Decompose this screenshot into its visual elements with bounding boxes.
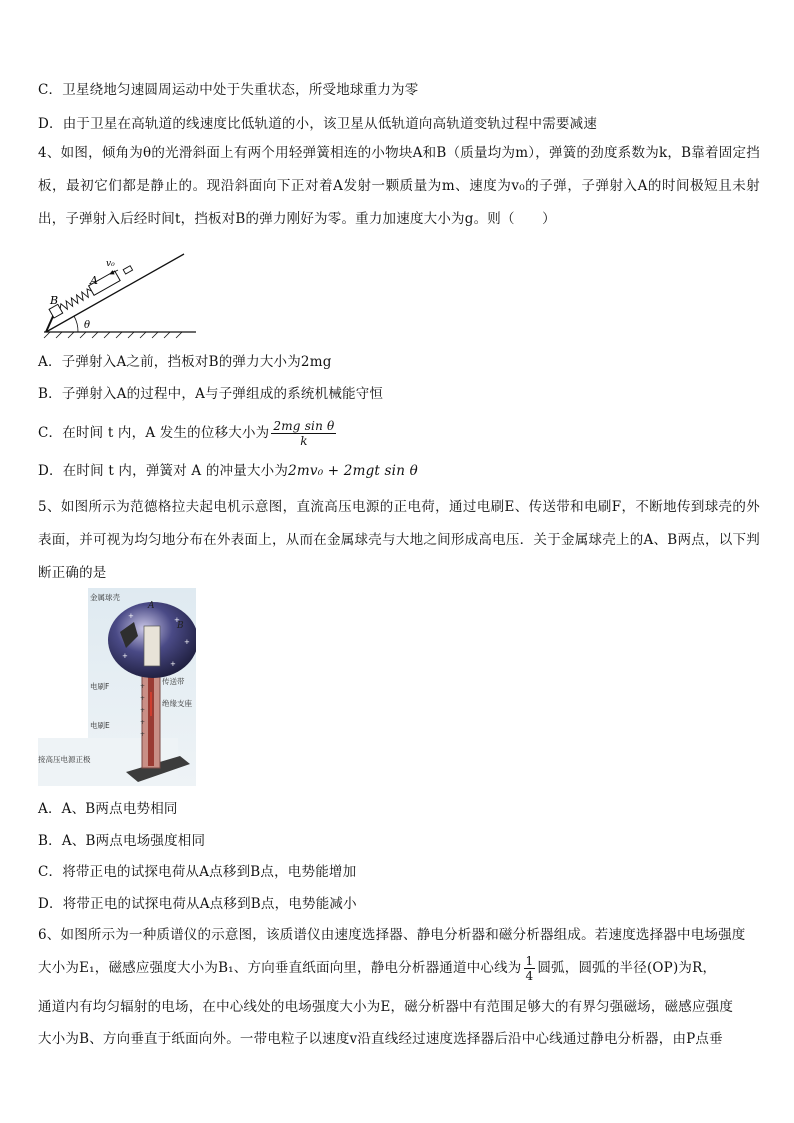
q6-line-4: 大小为B、方向垂直于纸面向外。一带电粒子以速度v沿直线经过速度选择器后沿中心线通过静电分析器，由P点垂	[38, 1031, 723, 1047]
q4-incline-figure	[40, 248, 200, 340]
q6-line-2	[38, 954, 716, 983]
q4-option-a: A．子弹射入A之前，挡板对B的弹力大小为2mg	[38, 354, 332, 370]
q4-stem	[38, 137, 760, 236]
q5-point-a-label: A	[148, 601, 155, 611]
q5-option-d: D．将带正电的试探电荷从A点移到B点，电势能减小	[38, 896, 357, 912]
svg-text:+: +	[140, 707, 146, 714]
q4-option-b: B．子弹射入A的过程中，A与子弹组成的系统机械能守恒	[38, 386, 384, 402]
q4-option-c-fraction	[271, 419, 336, 448]
q4-option-d	[38, 462, 418, 480]
q6-line-2-b: 圆弧，圆弧的半径(OP)为R，	[537, 960, 717, 976]
q4-theta-label: θ	[84, 320, 91, 331]
svg-text:+: +	[140, 695, 146, 702]
svg-text:+: +	[128, 612, 134, 620]
q4-option-d-expression: 2mv₀ + 2mgt sin θ	[288, 463, 418, 479]
q3-option-d: D．由于卫星在高轨道的线速度比低轨道的小，该卫星从低轨道向高轨道变轨过程中需要减速	[38, 116, 598, 132]
q5-option-c: C．将带正电的试探电荷从A点移到B点，电势能增加	[38, 864, 357, 880]
q4-b-label: B	[50, 294, 59, 307]
q6-line-1: 6、如图所示为一种质谱仪的示意图，该质谱仪由速度选择器、静电分析器和磁分析器组成。若速度选择器中电场强度	[38, 927, 746, 943]
svg-text:+: +	[140, 719, 146, 726]
svg-text:+: +	[184, 638, 190, 646]
q5-brush-e-label: 电刷E	[90, 721, 110, 730]
q4-v0-label: v₀	[106, 259, 115, 269]
q5-option-a: A．A、B两点电势相同	[38, 801, 178, 817]
q4-stem-text: 4、如图，倾角为θ的光滑斜面上有两个用轻弹簧相连的小物块A和B（质量均为m），弹簧的劲度系数为k，B靠着固定挡板，最初它们都是静止的。现沿斜面向下正对着A发射一颗质量为m、速度为v₀的子弹，子弹射入A的时间极短且未射出，子弹射入后经时间t，挡板对B的弹力刚好为零。重力加速度大小为g。则（ ）	[38, 145, 760, 227]
q5-point-b-label: B	[177, 621, 184, 631]
q6-fraction-denominator: 4	[525, 969, 534, 983]
q3-option-c: C．卫星绕地匀速圆周运动中处于失重状态，所受地球重力为零	[38, 82, 419, 98]
q4-option-c-denominator: k	[300, 434, 308, 448]
q5-support-label: 绝缘支座	[162, 699, 192, 708]
q6-quarter-fraction	[524, 954, 536, 983]
q6-line-3: 通道内有均匀辐射的电场，在中心线处的电场强度大小为E，磁分析器中有范围足够大的有界匀强磁场，磁感应强度	[38, 999, 734, 1015]
q6-line-2-a: 大小为E₁，磁感应强度大小为B₁、方向垂直纸面向里，静电分析器通道中心线为	[38, 960, 522, 976]
q5-shell-label: 金属球壳	[90, 593, 120, 602]
q5-brush-f-label: 电刷F	[90, 682, 110, 691]
svg-text:+: +	[140, 683, 146, 690]
q4-option-c	[38, 419, 338, 448]
q5-stem-text: 5、如图所示为范德格拉夫起电机示意图，直流高压电源的正电荷，通过电刷E、传送带和电刷F，不断地传到球壳的外表面，并可视为均匀地分布在外表面上，从而在金属球壳与大地之间形成高电压．关于金属球壳上的A、B两点，以下判断正确的是	[38, 499, 760, 581]
q6-fraction-numerator: 1	[525, 954, 534, 968]
q5-stem	[38, 491, 760, 590]
svg-text:+: +	[140, 731, 146, 738]
q4-option-c-text: C．在时间 t 内，A 发生的位移大小为	[38, 425, 270, 441]
q5-belt-label: 传送带	[162, 677, 185, 686]
q4-a-label: A	[90, 274, 98, 287]
q5-option-b: B．A、B两点电场强度相同	[38, 833, 206, 849]
q5-van-de-graaff-figure	[38, 588, 196, 786]
q4-option-d-text: D．在时间 t 内，弹簧对 A 的冲量大小为	[38, 463, 289, 479]
svg-text:+: +	[122, 652, 128, 660]
svg-text:+: +	[174, 616, 180, 624]
q5-source-label: 接高压电源正极	[38, 755, 91, 764]
q4-option-c-numerator: 2mg sin θ	[273, 419, 335, 433]
svg-text:+: +	[170, 660, 176, 668]
